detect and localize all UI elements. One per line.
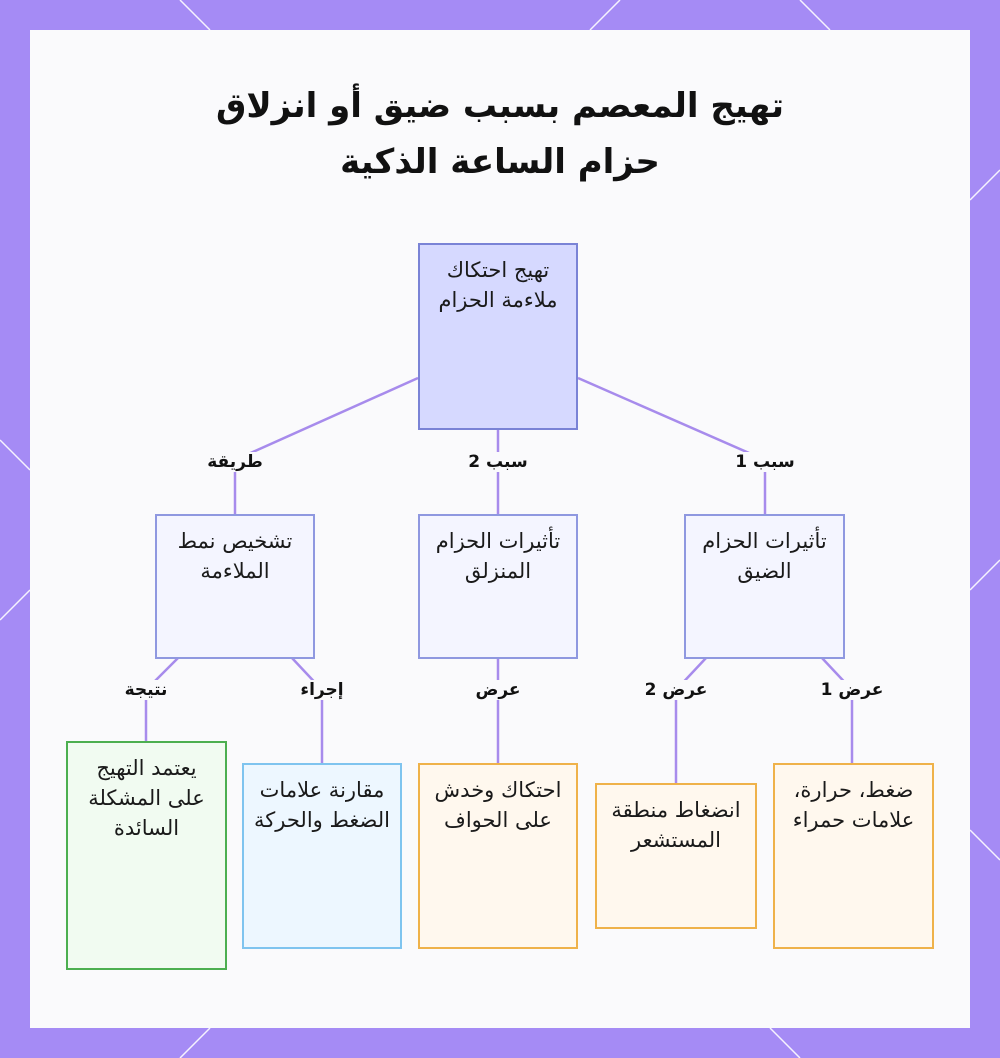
node-tight-strap <box>684 514 845 659</box>
node-depends-issue-label: يعتمد التهيج على المشكلة السائدة <box>88 756 205 840</box>
node-loose-strap <box>418 514 578 659</box>
node-diagnose-fit <box>155 514 315 659</box>
title-line-2: حزام الساعة الذكية <box>340 142 660 182</box>
node-loose-strap-label: تأثيرات الحزام المنزلق <box>435 529 561 583</box>
edge-diagnose-compare <box>292 658 322 763</box>
edge-tight-pressure <box>822 658 852 763</box>
node-root <box>418 243 578 430</box>
node-diagnose-fit-label: تشخيص نمط الملاءمة <box>177 529 293 583</box>
edge-tight-sensor <box>676 658 706 783</box>
edge-label-symptom-1: عرض 1 <box>818 680 887 700</box>
edge-label-symptom: عرض <box>472 680 523 700</box>
edge-label-symptom-2: عرض 2 <box>642 680 711 700</box>
edge-label-result: نتيجة <box>122 680 171 700</box>
edge-label-cause-1: سبب 1 <box>732 452 797 472</box>
node-depends-issue <box>66 741 227 970</box>
edge-root-diagnose <box>235 378 418 514</box>
node-tight-strap-label: تأثيرات الحزام الضيق <box>702 529 827 583</box>
edge-label-action: إجراء <box>297 680 346 700</box>
node-edge-friction <box>418 763 578 949</box>
node-root-label: تهيج احتكاك ملاءمة الحزام <box>438 258 558 312</box>
title-line-1: تهيج المعصم بسبب ضيق أو انزلاق <box>215 86 785 126</box>
edge-label-cause-2: سبب 2 <box>465 452 530 472</box>
node-pressure-heat-label: ضغط، حرارة، علامات حمراء <box>792 778 915 832</box>
node-sensor-compression <box>595 783 757 929</box>
node-edge-friction-label: احتكاك وخدش على الحواف <box>434 778 562 832</box>
node-pressure-heat <box>773 763 934 949</box>
node-compare-marks-label: مقارنة علامات الضغط والحركة <box>254 778 390 832</box>
edge-root-tight <box>578 378 765 514</box>
node-sensor-compression-label: انضغاط منطقة المستشعر <box>611 798 741 852</box>
node-compare-marks <box>242 763 402 949</box>
edge-label-method: طريقة <box>204 452 266 472</box>
